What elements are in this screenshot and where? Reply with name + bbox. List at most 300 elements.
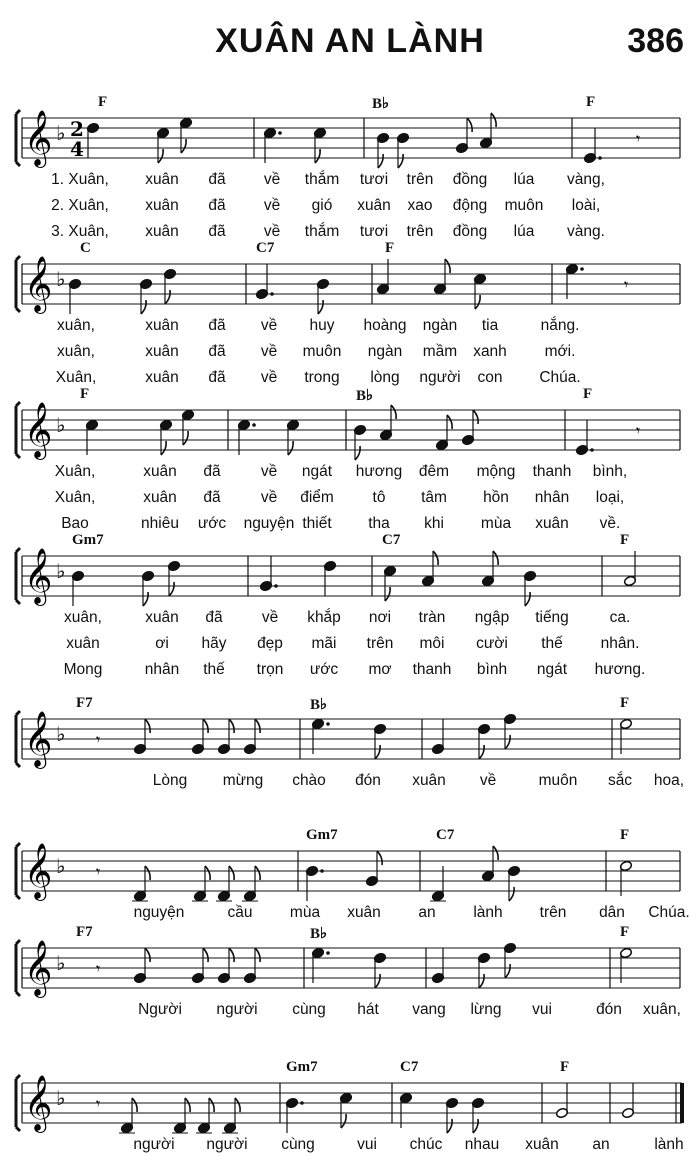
note-flag	[255, 719, 260, 733]
staff-bracket	[16, 1075, 20, 1131]
lyric-syllable: đã	[208, 317, 226, 334]
chord-symbol: F	[586, 94, 596, 110]
lyric-syllable: Chúa.	[648, 904, 690, 921]
lyric-syllable: trên	[539, 904, 567, 921]
lyric-syllable: dân	[599, 904, 625, 921]
lyric-syllable: mãi	[311, 635, 337, 652]
lyric-syllable: an	[592, 1136, 610, 1153]
staff	[0, 400, 700, 460]
chord-symbol: C7	[400, 1059, 419, 1075]
system-2	[0, 240, 700, 386]
lyric-syllable: cười	[476, 635, 508, 652]
note-flag	[475, 295, 480, 309]
chord-symbol: F	[620, 924, 630, 940]
lyric-syllable: mừng	[222, 772, 264, 789]
lyric-syllable: trên	[406, 223, 434, 240]
eighth-rest-icon: 𝄾	[624, 275, 629, 294]
treble-clef-icon: 𝄞	[24, 940, 53, 996]
chord-symbol: F	[80, 386, 90, 402]
note-flag	[493, 551, 498, 565]
lyric-syllable: xuân,	[643, 1001, 681, 1018]
note-flag	[169, 582, 174, 596]
chord-symbol: F	[620, 532, 630, 548]
lyric-syllable: xuân	[143, 489, 177, 506]
treble-clef-icon: 𝄞	[24, 110, 53, 166]
lyric-syllable: đã	[208, 171, 226, 188]
key-flat-icon: ♭	[56, 854, 66, 878]
note-flag	[318, 300, 323, 314]
lyric-syllable: thế	[541, 635, 563, 652]
lyric-syllable: thế	[203, 661, 225, 678]
lyric-syllable: Người	[138, 1001, 182, 1018]
lyric-syllable: về	[263, 197, 281, 214]
lyric-syllable: đồng	[452, 171, 488, 188]
key-flat-icon: ♭	[56, 121, 66, 145]
lyric-syllable: mới.	[544, 343, 576, 360]
staff	[0, 108, 700, 168]
staff	[0, 1073, 700, 1133]
staff	[0, 709, 700, 769]
lyric-syllable: nhân	[144, 661, 180, 678]
chord-symbol: C7	[382, 532, 401, 548]
lyric-syllable: vàng.	[567, 223, 605, 240]
lyric-syllable: người	[133, 1136, 175, 1153]
lyric-syllable: nguyện	[133, 904, 185, 921]
lyric-syllable: xuân	[66, 635, 100, 652]
note-flag	[143, 592, 148, 606]
note-flag	[161, 441, 166, 455]
lyric-syllable: xuân	[143, 463, 177, 480]
lyric-syllable: loại,	[595, 489, 625, 506]
staff-bracket	[16, 711, 20, 767]
lyric-syllable: ước	[197, 515, 227, 532]
lyric-line-2	[0, 489, 700, 509]
lyric-syllable: loài,	[571, 197, 601, 214]
lyric-syllable: lành	[473, 904, 503, 921]
lyric-syllable: mộng	[476, 463, 516, 480]
staff-bracket	[16, 110, 20, 166]
lyric-syllable: bình	[476, 661, 508, 678]
lyric-syllable: thiết	[302, 515, 332, 532]
lyric-syllable: Xuân,	[54, 489, 96, 506]
treble-clef-icon: 𝄞	[24, 548, 53, 604]
chord-symbol: B♭	[310, 926, 328, 942]
note-flag	[145, 948, 150, 962]
lyric-syllable: đã	[208, 197, 226, 214]
note-flag	[398, 154, 403, 168]
lyric-line-2	[0, 343, 700, 363]
lyric-syllable: đã	[208, 343, 226, 360]
lyric-syllable: lòng	[370, 369, 400, 386]
lyric-syllable: xuân	[145, 171, 179, 188]
lyric-syllable: trọn	[256, 661, 284, 678]
note-flag	[479, 974, 484, 988]
lyric-syllable: đồng	[452, 223, 488, 240]
eighth-rest-icon: 𝄾	[96, 862, 101, 881]
lyric-syllable: ngát	[301, 463, 333, 480]
key-flat-icon: ♭	[56, 267, 66, 291]
lyric-syllable: 1. Xuân,	[51, 171, 109, 188]
lyric-syllable: nguyện	[243, 515, 295, 532]
chord-symbol: F	[560, 1059, 570, 1075]
note-flag	[378, 154, 383, 168]
lyric-syllable: gió	[311, 197, 333, 214]
chord-symbol: F7	[76, 695, 93, 711]
lyric-syllable: con	[477, 369, 503, 386]
note-dot	[300, 1101, 304, 1105]
note-flag	[505, 735, 510, 749]
note-flag	[288, 441, 293, 455]
note-flag	[145, 866, 150, 880]
lyric-syllable: muôn	[504, 197, 544, 214]
lyric-syllable: xuân	[412, 772, 446, 789]
eighth-rest-icon: 𝄾	[96, 959, 101, 978]
lyric-syllable: cùng	[281, 1136, 315, 1153]
note-flag	[473, 1119, 478, 1133]
note-dot	[598, 156, 602, 160]
lyric-syllable: xuân	[145, 197, 179, 214]
lyric-syllable: đã	[208, 369, 226, 386]
lyric-syllable: nhiêu	[141, 515, 179, 532]
lyric-syllable: xuân	[145, 223, 179, 240]
lyric-syllable: xuân	[145, 343, 179, 360]
chord-symbol: C7	[256, 240, 275, 256]
lyric-syllable: tươi	[359, 223, 389, 240]
lyric-syllable: mầm	[422, 343, 458, 360]
lyric-syllable: lúa	[513, 223, 535, 240]
lyric-syllable: an	[418, 904, 436, 921]
lyric-syllable: đêm	[418, 463, 450, 480]
staff-bracket	[16, 402, 20, 458]
lyric-syllable: bình,	[592, 463, 628, 480]
chord-symbol: F	[385, 240, 395, 256]
lyric-syllable: xuân,	[57, 317, 95, 334]
eighth-rest-icon: 𝄾	[96, 730, 101, 749]
note-flag	[391, 405, 396, 419]
note-flag	[165, 290, 170, 304]
lyric-syllable: động	[452, 197, 488, 214]
lyric-syllable: hương	[355, 463, 403, 480]
lyric-syllable: Xuân,	[55, 369, 97, 386]
lyric-syllable: xuân,	[57, 343, 95, 360]
lyric-syllable: Lòng	[152, 772, 188, 789]
lyric-syllable: 3. Xuân,	[51, 223, 109, 240]
time-signature-bottom: 4	[70, 137, 84, 161]
note-dot	[270, 292, 274, 296]
lyric-syllable: hoa,	[653, 772, 685, 789]
note-flag	[229, 719, 234, 733]
lyric-syllable: nhau	[464, 1136, 500, 1153]
lyric-syllable: mơ	[368, 661, 392, 678]
key-flat-icon: ♭	[56, 951, 66, 975]
note-flag	[203, 948, 208, 962]
lyric-syllable: về	[260, 489, 278, 506]
note-flag	[255, 948, 260, 962]
lyric-syllable: thanh	[412, 661, 452, 678]
system-6	[0, 827, 700, 921]
note-flag	[447, 1119, 452, 1133]
lyric-syllable: mùa	[289, 904, 321, 921]
lyric-syllable: nhân.	[600, 635, 640, 652]
note-flag	[235, 1098, 240, 1112]
note-flag	[479, 745, 484, 759]
lyric-syllable: ơi	[155, 635, 169, 652]
lyric-syllable: Chúa.	[539, 369, 581, 386]
lyric-line-2	[0, 197, 700, 217]
chord-symbol: B♭	[310, 697, 328, 713]
chord-symbol: F	[620, 695, 630, 711]
lyric-syllable: lành	[654, 1136, 684, 1153]
treble-clef-icon: 𝄞	[24, 711, 53, 767]
lyric-syllable: về	[260, 317, 278, 334]
lyric-syllable: trên	[406, 171, 434, 188]
chord-symbol: Gm7	[286, 1059, 318, 1075]
lyric-line-3	[0, 223, 700, 243]
lyric-syllable: hát	[357, 1001, 379, 1018]
lyric-syllable: về	[261, 609, 279, 626]
eighth-rest-icon: 𝄾	[96, 1094, 101, 1113]
note-flag	[467, 118, 472, 132]
lyric-syllable: xuân	[357, 197, 391, 214]
lyric-syllable: ngát	[536, 661, 568, 678]
note-dot	[320, 869, 324, 873]
lyric-syllable: về.	[599, 515, 621, 532]
lyric-line-1	[0, 1001, 700, 1021]
lyric-line-3	[0, 661, 700, 681]
lyric-syllable: ca.	[609, 609, 631, 626]
lyric-syllable: lừng	[470, 1001, 502, 1018]
lyric-syllable: xuân	[347, 904, 381, 921]
note-flag	[185, 1098, 190, 1112]
lyric-syllable: Bao	[61, 515, 89, 532]
note-flag	[145, 719, 150, 733]
lyric-syllable: cùng	[292, 1001, 326, 1018]
note-flag	[473, 410, 478, 424]
chord-symbol: F7	[76, 924, 93, 940]
lyric-syllable: xuân,	[64, 609, 102, 626]
lyric-syllable: về	[479, 772, 497, 789]
note-flag	[447, 415, 452, 429]
lyric-syllable: mùa	[480, 515, 512, 532]
lyric-syllable: đã	[203, 489, 221, 506]
lyric-syllable: đẹp	[257, 635, 283, 652]
lyric-syllable: 2. Xuân,	[51, 197, 109, 214]
chord-symbol: C	[80, 240, 91, 256]
lyric-syllable: về	[260, 369, 278, 386]
staff	[0, 254, 700, 314]
lyric-syllable: tô	[372, 489, 386, 506]
lyric-line-1	[0, 772, 700, 792]
lyric-syllable: về	[263, 223, 281, 240]
lyric-syllable: ngàn	[422, 317, 458, 334]
lyric-syllable: hương.	[594, 661, 646, 678]
lyric-syllable: hồn	[483, 489, 509, 506]
lyric-syllable: thanh	[532, 463, 572, 480]
staff-bracket	[16, 843, 20, 899]
lyric-syllable: Xuân,	[54, 463, 96, 480]
lyric-syllable: muôn	[302, 343, 342, 360]
staff-bracket	[16, 940, 20, 996]
lyric-syllable: hãy	[201, 635, 227, 652]
lyric-syllable: khắp	[307, 609, 341, 626]
lyric-syllable: đã	[208, 223, 226, 240]
lyric-syllable: hoàng	[363, 317, 407, 334]
chord-symbol: C7	[436, 827, 455, 843]
system-3	[0, 386, 700, 532]
lyric-syllable: khi	[424, 515, 444, 532]
system-7	[0, 924, 700, 1018]
lyric-syllable: vàng,	[567, 171, 605, 188]
note-flag	[209, 1098, 214, 1112]
lyric-syllable: môi	[419, 635, 445, 652]
lyric-syllable: điểm	[300, 489, 334, 506]
note-flag	[205, 866, 210, 880]
note-flag	[229, 948, 234, 962]
lyric-syllable: muôn	[538, 772, 578, 789]
note-flag	[509, 887, 514, 901]
note-flag	[525, 592, 530, 606]
lyric-syllable: đón	[596, 1001, 622, 1018]
note-flag	[203, 719, 208, 733]
note-dot	[274, 584, 278, 588]
lyric-syllable: xuân	[145, 369, 179, 386]
lyric-syllable: nơi	[368, 609, 392, 626]
note-flag	[132, 1098, 137, 1112]
chord-symbol: Gm7	[306, 827, 338, 843]
note-dot	[326, 722, 330, 726]
lyric-syllable: xuân	[525, 1136, 559, 1153]
lyric-line-3	[0, 369, 700, 389]
time-signature-top: 2	[70, 117, 84, 141]
lyric-syllable: nhân	[534, 489, 570, 506]
note-flag	[158, 149, 163, 163]
lyric-syllable: trên	[366, 635, 394, 652]
lyric-syllable: về	[263, 171, 281, 188]
lyric-syllable: nắng.	[540, 317, 580, 334]
song-number: 386	[627, 22, 684, 60]
lyric-syllable: tràn	[418, 609, 446, 626]
system-5	[0, 695, 700, 789]
note-flag	[491, 113, 496, 127]
eighth-rest-icon: 𝄾	[636, 129, 641, 148]
note-flag	[385, 587, 390, 601]
lyric-syllable: ngập	[474, 609, 510, 626]
note-flag	[377, 851, 382, 865]
lyric-syllable: người	[206, 1136, 248, 1153]
note-flag	[433, 551, 438, 565]
key-flat-icon: ♭	[56, 559, 66, 583]
chord-symbol: F	[620, 827, 630, 843]
staff-bracket	[16, 548, 20, 604]
note-dot	[590, 448, 594, 452]
note-flag	[315, 149, 320, 163]
lyric-syllable: ngàn	[367, 343, 403, 360]
lyric-syllable: xuân	[145, 317, 179, 334]
note-dot	[252, 423, 256, 427]
note-flag	[229, 866, 234, 880]
lyric-syllable: ước	[309, 661, 339, 678]
lyric-syllable: tươi	[359, 171, 389, 188]
lyric-line-2	[0, 635, 700, 655]
lyric-syllable: sắc	[607, 772, 633, 789]
song-title: XUÂN AN LÀNH	[215, 22, 485, 60]
treble-clef-icon: 𝄞	[24, 402, 53, 458]
eighth-rest-icon: 𝄾	[636, 421, 641, 440]
system-8	[0, 1059, 700, 1153]
lyric-line-1	[0, 904, 700, 924]
lyric-line-1	[0, 317, 700, 337]
lyric-syllable: cầu	[227, 904, 253, 921]
lyric-line-1	[0, 609, 700, 629]
staff	[0, 546, 700, 606]
treble-clef-icon: 𝄞	[24, 256, 53, 312]
chord-symbol: B♭	[372, 96, 390, 112]
note-flag	[183, 431, 188, 445]
note-flag	[375, 974, 380, 988]
note-flag	[141, 300, 146, 314]
note-dot	[580, 267, 584, 271]
lyric-syllable: tia	[481, 317, 499, 334]
lyric-syllable: chúc	[409, 1136, 443, 1153]
note-dot	[278, 131, 282, 135]
staff	[0, 938, 700, 998]
chord-symbol: B♭	[356, 388, 374, 404]
note-flag	[505, 964, 510, 978]
note-flag	[493, 846, 498, 860]
lyric-syllable: lúa	[513, 171, 535, 188]
lyric-syllable: vang	[412, 1001, 446, 1018]
lyric-syllable: thắm	[304, 171, 340, 188]
lyric-syllable: tiếng	[535, 609, 569, 626]
treble-clef-icon: 𝄞	[24, 843, 53, 899]
lyric-syllable: vui	[532, 1001, 552, 1018]
lyric-syllable: chào	[292, 772, 326, 789]
lyric-line-1	[0, 463, 700, 483]
lyric-syllable: xuân	[535, 515, 569, 532]
treble-clef-icon: 𝄞	[24, 1075, 53, 1131]
lyric-syllable: tha	[368, 515, 390, 532]
lyric-line-3	[0, 515, 700, 535]
lyric-syllable: xanh	[473, 343, 507, 360]
lyric-syllable: đã	[205, 609, 223, 626]
chord-symbol: F	[98, 94, 108, 110]
chord-symbol: Gm7	[72, 532, 104, 548]
staff	[0, 841, 700, 901]
lyric-syllable: xao	[407, 197, 433, 214]
lyric-line-1	[0, 171, 700, 191]
lyric-syllable: đã	[203, 463, 221, 480]
lyric-syllable: thắm	[304, 223, 340, 240]
lyric-syllable: trong	[304, 369, 340, 386]
key-flat-icon: ♭	[56, 413, 66, 437]
system-1	[0, 94, 700, 240]
lyric-line-1	[0, 1136, 700, 1156]
staff-bracket	[16, 256, 20, 312]
key-flat-icon: ♭	[56, 1086, 66, 1110]
note-flag	[445, 259, 450, 273]
lyric-syllable: người	[216, 1001, 258, 1018]
note-flag	[181, 139, 186, 153]
note-flag	[255, 866, 260, 880]
system-4	[0, 532, 700, 678]
lyric-syllable: về	[260, 343, 278, 360]
lyric-syllable: về	[260, 463, 278, 480]
note-flag	[375, 745, 380, 759]
lyric-syllable: tâm	[421, 489, 447, 506]
note-flag	[355, 446, 360, 460]
lyric-syllable: vui	[357, 1136, 377, 1153]
note-dot	[326, 951, 330, 955]
